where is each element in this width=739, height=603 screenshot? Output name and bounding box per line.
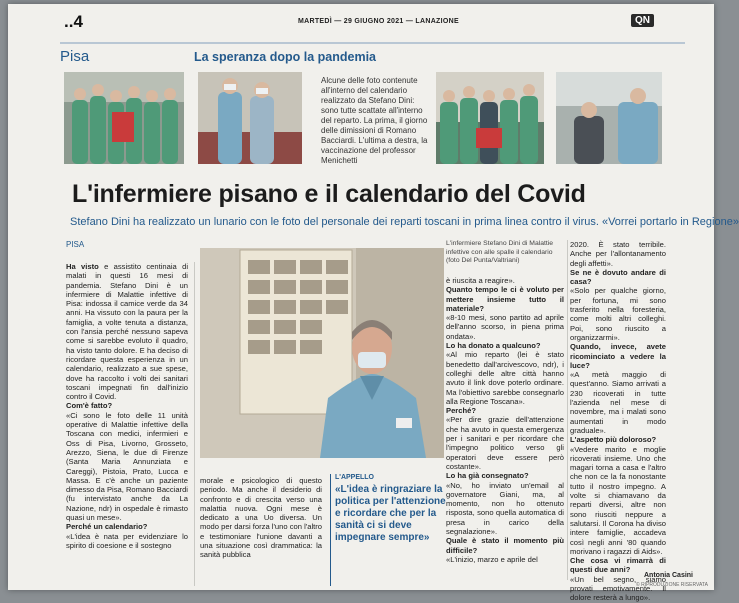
answer: «Solo per qualche giorno, per fortuna, mi sono trasferito nella foresteria, come molti altri colleghi. Poi, sono riuscito a organizzarmi». [570,286,666,342]
top-photo-caption: Alcune delle foto contenute all'interno del calendario realizzato da Stefano Dini: sono tutte scattate all'interno del reparto. La prima, il giorno delle dimissioni di Romano Bacciardi. L'ultima a destra, la vaccinazione del professor Menichetti [321,76,428,165]
section-kicker: La speranza dopo la pandemia [194,50,376,64]
paragraph: 2020. È stato terribile. Anche per l'allontanamento degli affetti». [570,240,666,268]
newspaper-page [8,4,739,603]
question: Perché? [446,406,476,416]
qn-logo: QN [631,14,654,27]
callout-quote [330,474,447,586]
photo-vaccination-professor [556,72,662,164]
paragraph: e assistito centinaia di malati in questi 16 mesi di pandemia. Stefano Dini è un infermiere di Malattie infettive di Pisa: indossa il camice verde da 34 anni. Ha vissuto con la paura per la famiglia, a volte tenuta a distanza, con l'ansia perché nessuno sapeva come si sarebbe evoluto il quadro, ha visto tanto dolore. E ha deciso di ricordare questa esperienza in un calendario, realizzato a sue spese, dove ha raccolto i volti dei sanitari toscani impegnati fin dall'inizio contro il Covid. [66,262,189,402]
page-header [8,4,714,44]
section-name: Pisa [60,48,90,65]
question: Com'è fatto? [66,401,113,411]
copyright-note: © RIPRODUZIONE RISERVATA [636,582,708,588]
article-column-3 [446,276,564,564]
lead-word: Ha visto [66,262,99,271]
column-divider [194,262,195,586]
question: Se ne è dovuto andare di casa? [570,267,666,287]
question: Quando, invece, avete ricominciato a vedere la luce? [570,342,666,370]
page-number: ..4 [64,12,83,31]
answer: «L'idea è nata per evidenziare lo spirito di coesione e il sostegno [66,531,188,550]
callout-tag: L'APPELLO [335,474,374,481]
question: Lo ha donato a qualcuno? [446,341,541,351]
headline: L'infermiere pisano e il calendario del Covid [72,180,586,208]
answer: «Per dire grazie dell'attenzione che ha avuto in questa emergenza per i sanitari e per ricordare che l'impegno politico verso gli operatori deve essere però costante». [446,415,564,471]
question: Perché un calendario? [66,522,148,532]
answer: «Un bel segno, siamo provati emotivamente. Il dolore resterà a lungo». [570,574,666,603]
photo-nurse-with-calendar [200,248,444,458]
question: Quanto tempo le ci è voluto per mettere insieme tutto il materiale? [446,285,564,313]
photo-staff-vaccination [198,72,302,164]
main-photo-caption: L'infermiere Stefano Dini di Malattie infettive con alle spalle il calendario (foto Del Punta/Valtriani) [446,240,554,264]
answer: «8-10 mesi, sono partito ad aprile dell'anno scorso, in piena prima ondata». [446,313,564,341]
byline: PISA [66,240,85,249]
article-column-2 [200,476,322,560]
answer: «L'inizio, marzo e aprile del [446,554,538,564]
paragraph: è riuscita a reagire». [446,276,515,285]
answer: «No, ho inviato un'email al governatore Giani, ma, al momento, non ho ottenuto risposta, sono quella automatica di presa in carico della segnalazione». [446,480,564,537]
photo-staff-group [64,72,184,164]
nurse-photo-illustration [200,248,444,458]
answer: «Ci sono le foto delle 11 unità operative di Malattie infettive della Toscana con medici, infermieri e Oss di Pisa, Livorno, Grosseto, Arezzo, Siena, le due di Firenze (Santa Maria Annunziata e Careggi), Pistoia, Prato, Lucca e Massa. E c'è anche un paziente dimesso da Pisa, Romano Bacciardi (fu intervistato anche da La Nazione, ndr) in ospedale è rimasto quasi un mese». [66,410,188,523]
paragraph: morale e psicologico di questo periodo. Ma anche il desiderio di confronto e di crescita verso una malattia nuova. Ogni mese è dedicato a una Uo diversa. Un modo per darsi forza l'uno con l'altro e testimoniare l'unione davanti a una situazione così drammatica: la sanità pubblica [200,476,322,560]
article-column-1 [66,262,188,550]
section-rule [60,42,685,44]
answer: «Al mio reparto (lei è stato benedetto dall'arcivescovo, ndr), i colleghi delle altre città hanno avuto il link dove poterlo ordinare. Ma l'obiettivo sarebbe consegnarlo alla Regione Toscana». [446,350,564,406]
answer: «Vedere marito e moglie ricoverati insieme. Uno che magari torna a casa e l'altro che non ce la fa nonostante tutto il nostro impegno. A volte si chiamavano da reparti diversi, altre non sono riusciti neppure a salutarsi. Il Corona ha diviso intere famiglie, accadeva così negli anni '80 quando morivano i ragazzi di Aids». [570,444,666,556]
question: Che cosa vi rimarrà di questi due anni? [570,556,666,575]
photo-staff-ward [436,72,544,164]
question: L'aspetto più doloroso? [570,435,657,445]
column-divider [567,240,568,580]
article-column-4 [570,240,666,603]
subheadline: Stefano Dini ha realizzato un lunario con le foto del personale dei reparti toscani in prima linea contro il virus. «Vorrei portarlo in Regione» [70,216,739,228]
question: Lo ha già consegnato? [446,471,529,481]
callout-text: «L'idea è ringraziare la politica per l'attenzione e ricordare che per la sanità ci si deve impegnare sempre» [335,484,446,543]
date-line: MARTEDÌ — 29 GIUGNO 2021 — LANAZIONE [298,18,459,25]
author-signature: Antonia Casini [644,572,694,579]
answer: «A metà maggio di quest'anno. Siamo arrivati a 230 ricoverati in tutte l'azienda nel mese di novembre, ma i malati sono aumentati in modo graduale». [570,370,666,435]
question: Quale è stato il momento più difficile? [446,536,564,555]
